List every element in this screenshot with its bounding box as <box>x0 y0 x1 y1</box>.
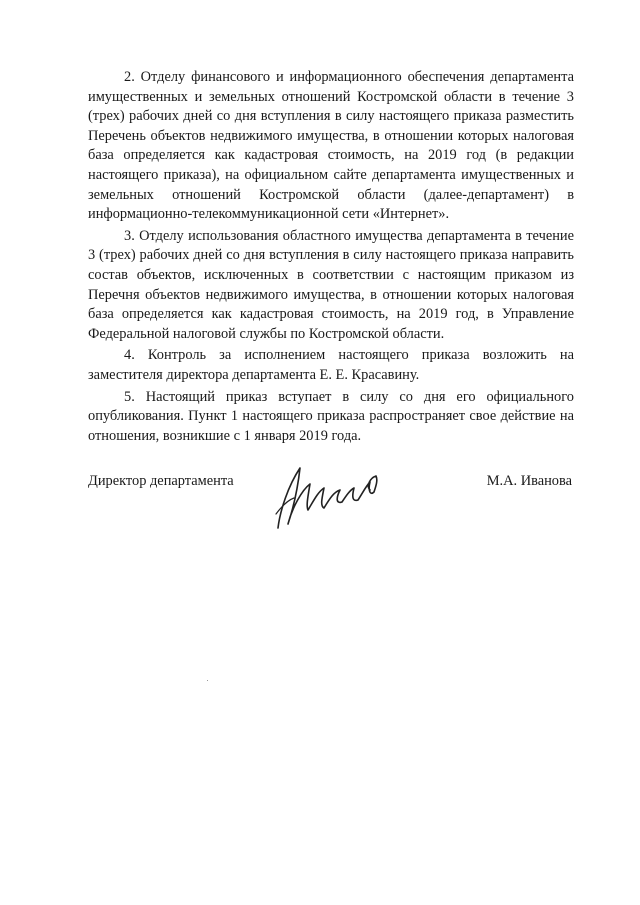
signatory-title: Директор департамента <box>88 473 234 489</box>
paragraph-4: 4. Контроль за исполнением настоящего приказа возложить на заместителя директора департамента Е. Е. Красавину. <box>88 347 574 383</box>
paragraph-3: 3. Отделу использования областного имущества департамента в течение 3 (трех) рабочих дней со дня вступления в силу настоящего приказа направить состав объектов, исключенных в соответствии с настоящим приказом из Перечня объектов недвижимого имущества, в отношении которых налоговая база определяется как кадастровая стоимость, на 2019 год, в Управление Федеральной налоговой службы по Костромской области. <box>88 227 574 342</box>
paragraph-2: 2. Отделу финансового и информационного обеспечения департамента имущественных и земельных отношений Костромской области в течение 3 (трех) рабочих дней со дня вступления в силу настоящего приказа разместить Перечень объектов недвижимого имущества, в отношении которых налоговая база определяется как кадастровая стоимость, на 2019 год (в редакции настоящего приказа), на официальном сайте департамента имущественных и земельных отношений Костромской области (далее-департамент) в информационно-телекоммуникационной сети «Интернет». <box>88 69 574 223</box>
signatory-name: М.А. Иванова <box>486 473 572 489</box>
signature-block <box>88 470 574 550</box>
paragraph-5: 5. Настоящий приказ вступает в силу со дня его официального опубликования. Пункт 1 настоящего приказа распространяет свое действие на отношения, возникшие с 1 января 2019 года. <box>88 388 574 444</box>
scan-speck <box>207 680 208 681</box>
document-body <box>88 68 574 446</box>
handwritten-signature <box>258 456 388 546</box>
